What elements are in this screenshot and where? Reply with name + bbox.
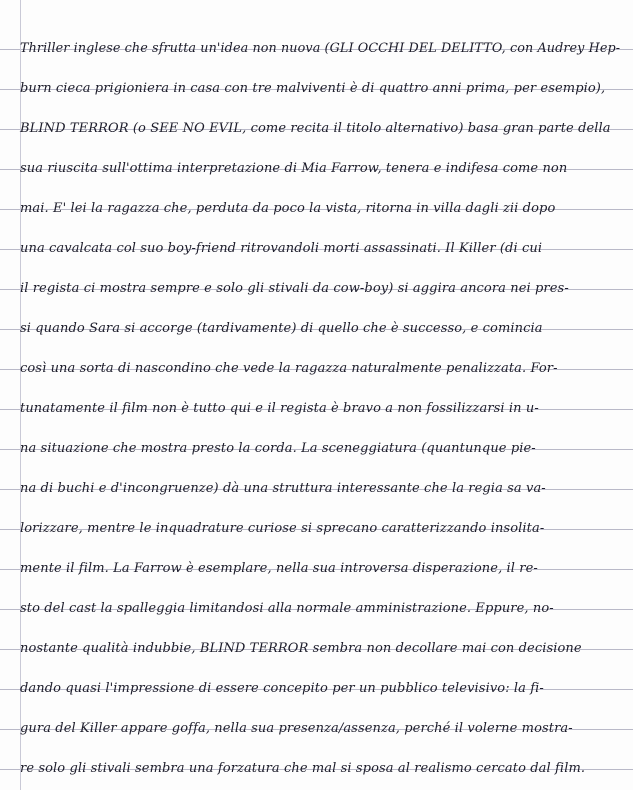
- text-line-17: dando quasi l'impressione di essere concepito per un pubblico televisivo: la fi-: [20, 681, 544, 696]
- text-line-14: mente il film. La Farrow è esemplare, nella sua introversa disperazione, il re-: [20, 561, 538, 576]
- text-line-12: na di buchi e d'incongruenze) dà una struttura interessante che la regia sa va-: [20, 481, 546, 496]
- text-line-13: lorizzare, mentre le inquadrature curiose si sprecano caratterizzando insolita-: [20, 521, 545, 536]
- text-line-3: BLIND TERROR (o SEE NO EVIL, come recita il titolo alternativo) basa gran parte della: [20, 121, 611, 136]
- text-line-1: Thriller inglese che sfrutta un'idea non nuova (GLI OCCHI DEL DELITTO, con Audrey Hep-: [20, 41, 621, 56]
- text-line-2: burn cieca prigioniera in casa con tre malviventi è di quattro anni prima, per esempio),: [20, 81, 606, 96]
- text-line-15: sto del cast la spalleggia limitandosi alla normale amministrazione. Eppure, no-: [20, 601, 554, 616]
- text-line-9: così una sorta di nascondino che vede la ragazza naturalmente penalizzata. For-: [20, 361, 558, 376]
- text-line-19: re solo gli stivali sembra una forzatura che mal si sposa al realismo cercato dal film.: [20, 761, 586, 776]
- text-line-8: si quando Sara si accorge (tardivamente) di quello che è successo, e comincia: [20, 321, 543, 336]
- text-line-11: na situazione che mostra presto la corda. La sceneggiatura (quantunque pie-: [20, 441, 536, 456]
- text-line-6: una cavalcata col suo boy-friend ritrovandoli morti assassinati. Il Killer (di cui: [20, 241, 543, 256]
- text-line-5: mai. E' lei la ragazza che, perduta da poco la vista, ritorna in villa dagli zii dopo: [20, 201, 556, 216]
- text-line-10: tunatamente il film non è tutto qui e il regista è bravo a non fossilizzarsi in u-: [20, 401, 539, 416]
- text-line-18: gura del Killer appare goffa, nella sua presenza/assenza, perché il volerne mostra-: [20, 721, 573, 736]
- text-line-7: il regista ci mostra sempre e solo gli stivali da cow-boy) si aggira ancora nei pres-: [20, 281, 569, 296]
- text-line-4: sua riuscita sull'ottima interpretazione di Mia Farrow, tenera e indifesa come non: [20, 161, 568, 176]
- text-line-16: nostante qualità indubbie, BLIND TERROR sembra non decollare mai con decisione: [20, 641, 582, 656]
